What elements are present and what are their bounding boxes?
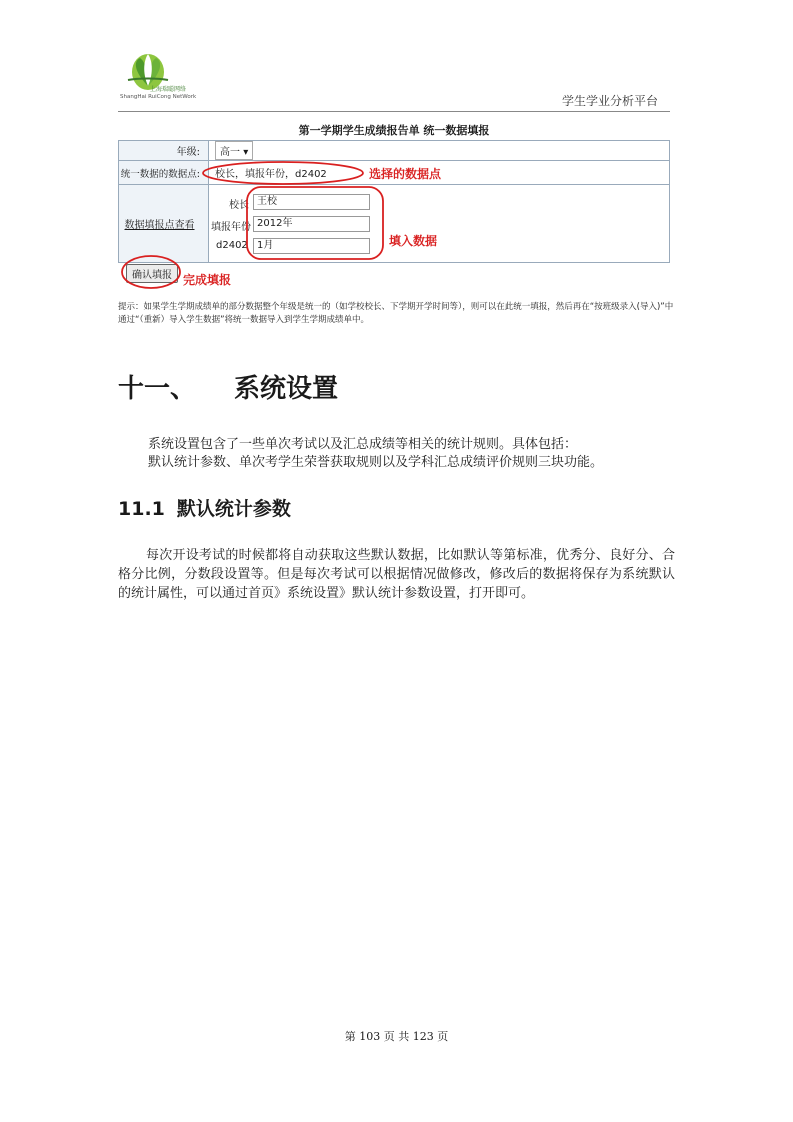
- section-title: 系统设置: [234, 374, 339, 404]
- annotation-overlay: [0, 0, 793, 300]
- section-heading: [118, 368, 338, 405]
- annotation-select-point: 选择的数据点: [369, 167, 442, 181]
- section-intro-line1: 系统设置包含了一些单次考试以及汇总成绩等相关的统计规则。具体包括：: [148, 437, 578, 452]
- grade-select-value: 高一: [220, 147, 240, 158]
- d2402-input[interactable]: 1月: [253, 238, 370, 254]
- subsection-title: 默认统计参数: [176, 498, 291, 520]
- section-intro-line2: 默认统计参数、单次考学生荣誉获取规则以及学科汇总成绩评价规则三块功能。: [148, 455, 604, 470]
- confirm-fill-button[interactable]: 确认填报: [126, 264, 178, 283]
- annotation-circle-fields: [247, 187, 383, 259]
- section-number: 十一、: [118, 374, 197, 404]
- subsection-body: 每次开设考试的时候都将自动获取这些默认数据，比如默认等第标准，优秀分、良好分、合格分比例，分数段设置等。但是每次考试可以根据情况做修改，修改后的数据将保存为系统默认的统计属性，可以通过首页》系统设置》默认统计参数设置，打开即可。: [118, 548, 675, 601]
- datapoint-view-link[interactable]: 数据填报点查看: [119, 185, 209, 263]
- subsection-heading: [118, 494, 291, 521]
- form-title: 第一学期学生成绩报告单 统一数据填报: [298, 124, 490, 137]
- year-input[interactable]: 2012年: [253, 216, 370, 232]
- annotation-circle-datapoint: [203, 162, 363, 184]
- annotation-fill-data: 填入数据: [389, 234, 438, 248]
- annotation-circle-confirm: [122, 256, 180, 288]
- page-number: 第 103 页 共 123 页: [344, 1030, 449, 1043]
- annotation-finish: 完成填报: [183, 273, 232, 287]
- field-label-principal: 校长: [229, 199, 249, 211]
- datapoint-label: 统一数据的数据点:: [119, 161, 209, 185]
- subsection-number: 11.1: [118, 498, 165, 520]
- logo-chinese-name: 上海瑞聪网络: [150, 86, 187, 93]
- logo-english-name: ShangHai RuiCong NetWork: [120, 94, 197, 100]
- platform-title: 学生学业分析平台: [561, 94, 658, 108]
- principal-input[interactable]: 王校: [253, 194, 370, 210]
- datapoint-value[interactable]: 校长，填报年份，d2402: [215, 169, 327, 180]
- chevron-down-icon: ▾: [243, 147, 249, 158]
- field-label-year: 填报年份: [211, 221, 251, 233]
- field-label-d2402: d2402: [216, 239, 248, 251]
- hint-text: 提示：如果学生学期成绩单的部分数据整个年级是统一的（如学校校长、下学期开学时间等），则可以在此统一填报，然后再在“按班级录入(导入)”中通过“（重新）导入学生数据”将统一数据导入到学生学期成绩单中。: [118, 302, 674, 325]
- grade-label: 年级:: [119, 141, 209, 161]
